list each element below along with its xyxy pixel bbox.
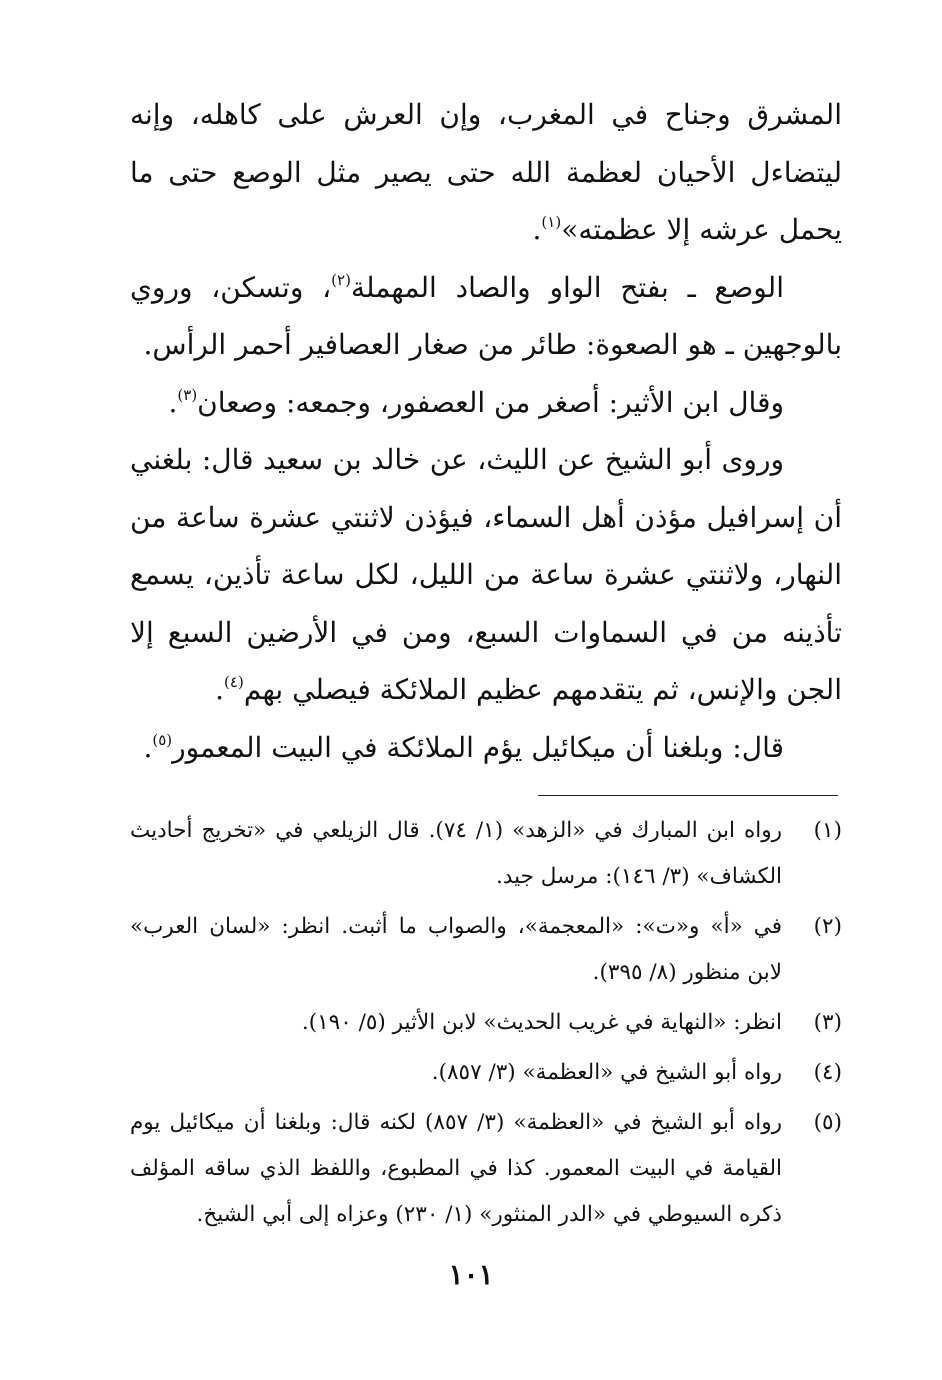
footnote-separator [538, 795, 838, 796]
footnote-ref-1: (١) [541, 213, 562, 231]
footnote-number: (٥) [813, 1110, 842, 1135]
footnote-ref-5: (٥) [152, 730, 173, 749]
paragraph-1-period: . [532, 213, 542, 246]
paragraph-2-text-b: ، وتسكن، وروي بالوجهين ـ هو الصعوة: طائر من صغار العصافير أحمر الرأس. [130, 270, 842, 361]
footnote-3 [130, 1000, 842, 1046]
footnote-ref-2: (٢) [331, 270, 351, 289]
paragraph-3-period: . [168, 385, 178, 419]
footnote-number: (٣) [813, 1010, 842, 1035]
footnote-1 [130, 808, 842, 900]
footnote-text: رواه أبو الشيخ في «العظمة» (٣/ ٨٥٧) لكنه قال: وبلغنا أن ميكائيل يوم القيامة في البيت المعمور. كذا في المطبوع، واللفظ الذي ساقه المؤلف ذكره السيوطي في «الدر المنثور» (١/ ٢٣٠) وعزاه إلى أبي الشيخ. [130, 1110, 783, 1227]
paragraph-4-text: وروى أبو الشيخ عن الليث، عن خالد بن سعيد قال: بلغني أن إسرافيل مؤذن أهل السماء، فيؤذن لاثنتي عشرة ساعة من النهار، ولاثنتي عشرة ساعة من الليل، لكل ساعة تأذين، يسمع تأذينه من في السماوات السبع، ومن في الأرضين السبع إلا الجن والإنس، ثم يتقدمهم عظيم الملائكة فيصلي بهم [130, 443, 842, 706]
paragraph-1-text: المشرق وجناح في المغرب، وإن العرش على كاهله، وإنه ليتضاءل الأحيان لعظمة الله حتى يصير مثل الوصع حتى ما يحمل عرشه إلا عظمته» [130, 98, 842, 246]
footnote-5 [130, 1100, 842, 1238]
footnote-text: رواه أبو الشيخ في «العظمة» (٣/ ٨٥٧). [431, 1060, 782, 1085]
footnote-text: رواه ابن المبارك في «الزهد» (١/ ٧٤). قال الزيلعي في «تخريج أحاديث الكشاف» (٣/ ١٤٦): مرسل جيد. [130, 818, 782, 889]
footnote-number: (٤) [813, 1060, 842, 1085]
footnote-text: انظر: «النهاية في غريب الحديث» لابن الأثير (٥/ ١٩٠). [301, 1010, 782, 1035]
page-number: ١٠١ [448, 1258, 494, 1291]
footnote-text: في «أ» و«ت»: «المعجمة»، والصواب ما أثبت. انظر: «لسان العرب» لابن منظور (٨/ ٣٩٥). [130, 914, 782, 985]
paragraph-5-period: . [143, 730, 153, 764]
paragraph-1 [130, 86, 842, 259]
main-text [130, 86, 842, 776]
footnote-ref-3: (٣) [177, 385, 198, 404]
paragraph-5 [130, 719, 842, 777]
paragraph-3-text: وقال ابن الأثير: أصغر من العصفور، وجمعه: وصعان [197, 385, 784, 419]
paragraph-3 [130, 374, 842, 432]
footnote-ref-4: (٤) [224, 673, 244, 691]
paragraph-4 [130, 431, 842, 719]
paragraph-5-text: قال: وبلغنا أن ميكائيل يؤم الملائكة في البيت المعمور [172, 730, 784, 764]
paragraph-2-text-a: الوصع ـ بفتح الواو والصاد المهملة [350, 270, 784, 304]
footnote-number: (١) [813, 818, 842, 843]
footnote-2 [130, 904, 842, 996]
paragraph-2 [130, 259, 842, 374]
footnotes [130, 808, 842, 1242]
footnote-4 [130, 1050, 842, 1096]
footnote-number: (٢) [813, 914, 842, 939]
paragraph-4-period: . [215, 673, 225, 706]
